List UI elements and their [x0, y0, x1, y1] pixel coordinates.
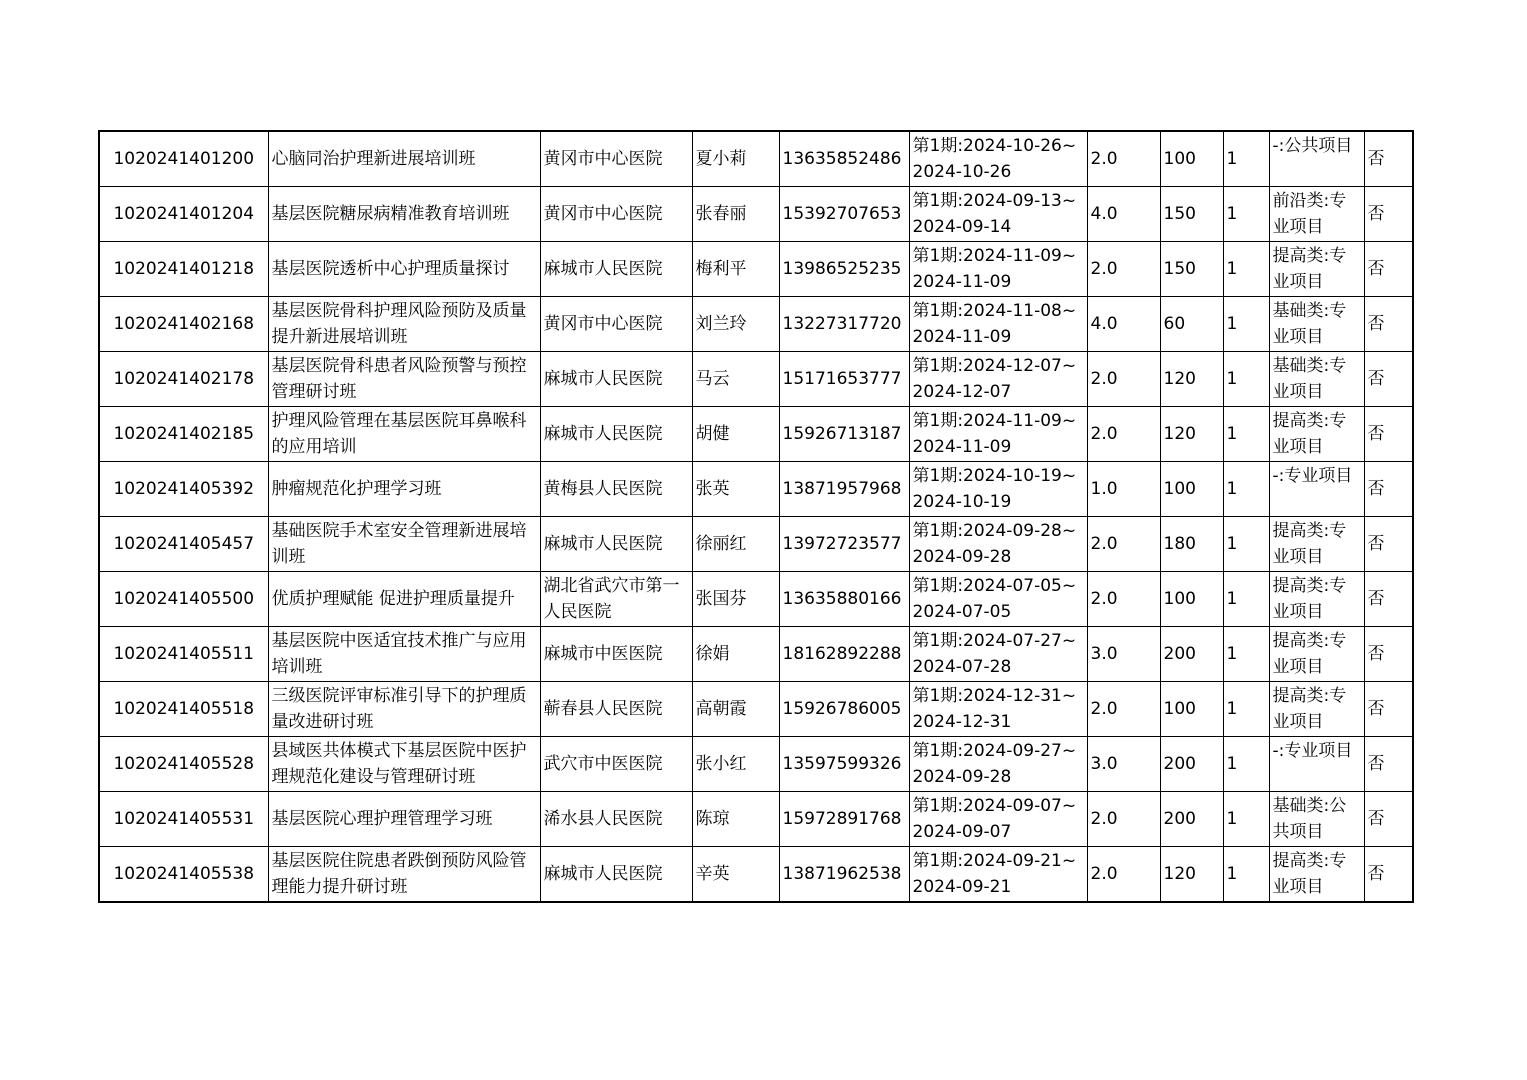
period-cell: 第1期:2024-07-27~2024-07-28: [909, 627, 1087, 682]
period-cell: 第1期:2024-11-09~2024-11-09: [909, 242, 1087, 297]
contact-person-cell: 张国芬: [692, 572, 779, 627]
table-row: [99, 737, 1413, 792]
contact-person-cell: 陈琼: [692, 792, 779, 847]
credit-cell: 2.0: [1087, 792, 1160, 847]
project-type-cell: 提高类:专业项目: [1269, 242, 1364, 297]
flag-cell: 否: [1364, 517, 1413, 572]
contact-person-cell: 高朝霞: [692, 682, 779, 737]
flag-cell: 否: [1364, 297, 1413, 352]
phone-cell: 15926713187: [779, 407, 909, 462]
participants-cell: 100: [1160, 682, 1223, 737]
project-code-cell: 1020241405518: [99, 682, 268, 737]
flag-cell: 否: [1364, 352, 1413, 407]
sessions-cell: 1: [1223, 462, 1269, 517]
project-code-cell: 1020241405392: [99, 462, 268, 517]
table-row: [99, 682, 1413, 737]
contact-person-cell: 徐娟: [692, 627, 779, 682]
participants-cell: 120: [1160, 352, 1223, 407]
project-name-cell: 县域医共体模式下基层医院中医护理规范化建设与管理研讨班: [268, 737, 540, 792]
credit-cell: 1.0: [1087, 462, 1160, 517]
participants-cell: 200: [1160, 627, 1223, 682]
project-code-cell: 1020241405528: [99, 737, 268, 792]
project-code-cell: 1020241402178: [99, 352, 268, 407]
organizer-cell: 麻城市中医医院: [540, 627, 692, 682]
sessions-cell: 1: [1223, 627, 1269, 682]
credit-cell: 2.0: [1087, 572, 1160, 627]
sessions-cell: 1: [1223, 131, 1269, 187]
project-type-cell: -:专业项目: [1269, 462, 1364, 517]
period-cell: 第1期:2024-10-19~2024-10-19: [909, 462, 1087, 517]
table-row: [99, 847, 1413, 903]
credit-cell: 2.0: [1087, 517, 1160, 572]
phone-cell: 13635880166: [779, 572, 909, 627]
period-cell: 第1期:2024-09-28~2024-09-28: [909, 517, 1087, 572]
phone-cell: 18162892288: [779, 627, 909, 682]
project-code-cell: 1020241402168: [99, 297, 268, 352]
credit-cell: 3.0: [1087, 737, 1160, 792]
organizer-cell: 黄冈市中心医院: [540, 297, 692, 352]
table-row: [99, 131, 1413, 187]
contact-person-cell: 夏小莉: [692, 131, 779, 187]
phone-cell: 15926786005: [779, 682, 909, 737]
phone-cell: 13986525235: [779, 242, 909, 297]
flag-cell: 否: [1364, 737, 1413, 792]
period-cell: 第1期:2024-09-27~2024-09-28: [909, 737, 1087, 792]
contact-person-cell: 胡健: [692, 407, 779, 462]
project-type-cell: 基础类:公共项目: [1269, 792, 1364, 847]
sessions-cell: 1: [1223, 792, 1269, 847]
participants-cell: 150: [1160, 187, 1223, 242]
sessions-cell: 1: [1223, 187, 1269, 242]
table-row: [99, 297, 1413, 352]
period-cell: 第1期:2024-10-26~2024-10-26: [909, 131, 1087, 187]
period-cell: 第1期:2024-12-31~2024-12-31: [909, 682, 1087, 737]
flag-cell: 否: [1364, 847, 1413, 903]
credit-cell: 4.0: [1087, 297, 1160, 352]
participants-cell: 60: [1160, 297, 1223, 352]
contact-person-cell: 刘兰玲: [692, 297, 779, 352]
table-row: [99, 517, 1413, 572]
table-row: [99, 352, 1413, 407]
project-name-cell: 护理风险管理在基层医院耳鼻喉科的应用培训: [268, 407, 540, 462]
flag-cell: 否: [1364, 572, 1413, 627]
project-name-cell: 肿瘤规范化护理学习班: [268, 462, 540, 517]
organizer-cell: 黄冈市中心医院: [540, 187, 692, 242]
flag-cell: 否: [1364, 792, 1413, 847]
phone-cell: 15972891768: [779, 792, 909, 847]
sessions-cell: 1: [1223, 682, 1269, 737]
flag-cell: 否: [1364, 462, 1413, 517]
organizer-cell: 麻城市人民医院: [540, 352, 692, 407]
table-row: [99, 627, 1413, 682]
project-name-cell: 三级医院评审标准引导下的护理质量改进研讨班: [268, 682, 540, 737]
table-body: [99, 131, 1413, 902]
organizer-cell: 麻城市人民医院: [540, 847, 692, 903]
participants-cell: 100: [1160, 572, 1223, 627]
phone-cell: 13871962538: [779, 847, 909, 903]
flag-cell: 否: [1364, 407, 1413, 462]
project-type-cell: 提高类:专业项目: [1269, 517, 1364, 572]
sessions-cell: 1: [1223, 352, 1269, 407]
participants-cell: 200: [1160, 737, 1223, 792]
participants-cell: 100: [1160, 462, 1223, 517]
contact-person-cell: 张春丽: [692, 187, 779, 242]
project-code-cell: 1020241401204: [99, 187, 268, 242]
sessions-cell: 1: [1223, 517, 1269, 572]
period-cell: 第1期:2024-11-09~2024-11-09: [909, 407, 1087, 462]
period-cell: 第1期:2024-09-13~2024-09-14: [909, 187, 1087, 242]
flag-cell: 否: [1364, 242, 1413, 297]
sessions-cell: 1: [1223, 847, 1269, 903]
contact-person-cell: 张英: [692, 462, 779, 517]
table-row: [99, 187, 1413, 242]
project-name-cell: 基层医院透析中心护理质量探讨: [268, 242, 540, 297]
project-type-cell: 提高类:专业项目: [1269, 847, 1364, 903]
phone-cell: 15171653777: [779, 352, 909, 407]
project-type-cell: 提高类:专业项目: [1269, 627, 1364, 682]
project-type-cell: 提高类:专业项目: [1269, 572, 1364, 627]
project-name-cell: 基层医院骨科护理风险预防及质量提升新进展培训班: [268, 297, 540, 352]
credit-cell: 2.0: [1087, 242, 1160, 297]
period-cell: 第1期:2024-11-08~2024-11-09: [909, 297, 1087, 352]
period-cell: 第1期:2024-09-07~2024-09-07: [909, 792, 1087, 847]
organizer-cell: 浠水县人民医院: [540, 792, 692, 847]
contact-person-cell: 张小红: [692, 737, 779, 792]
flag-cell: 否: [1364, 682, 1413, 737]
project-name-cell: 优质护理赋能 促进护理质量提升: [268, 572, 540, 627]
project-name-cell: 基层医院糖尿病精准教育培训班: [268, 187, 540, 242]
sessions-cell: 1: [1223, 572, 1269, 627]
sessions-cell: 1: [1223, 407, 1269, 462]
credit-cell: 2.0: [1087, 131, 1160, 187]
contact-person-cell: 梅利平: [692, 242, 779, 297]
contact-person-cell: 马云: [692, 352, 779, 407]
sessions-cell: 1: [1223, 737, 1269, 792]
table-row: [99, 462, 1413, 517]
project-table: [98, 130, 1414, 903]
project-code-cell: 1020241401218: [99, 242, 268, 297]
project-name-cell: 心脑同治护理新进展培训班: [268, 131, 540, 187]
organizer-cell: 湖北省武穴市第一人民医院: [540, 572, 692, 627]
period-cell: 第1期:2024-09-21~2024-09-21: [909, 847, 1087, 903]
participants-cell: 120: [1160, 847, 1223, 903]
project-type-cell: 提高类:专业项目: [1269, 682, 1364, 737]
credit-cell: 2.0: [1087, 352, 1160, 407]
participants-cell: 180: [1160, 517, 1223, 572]
sessions-cell: 1: [1223, 242, 1269, 297]
contact-person-cell: 徐丽红: [692, 517, 779, 572]
table-row: [99, 792, 1413, 847]
phone-cell: 13597599326: [779, 737, 909, 792]
credit-cell: 2.0: [1087, 682, 1160, 737]
credit-cell: 4.0: [1087, 187, 1160, 242]
credit-cell: 2.0: [1087, 407, 1160, 462]
period-cell: 第1期:2024-07-05~2024-07-05: [909, 572, 1087, 627]
phone-cell: 13635852486: [779, 131, 909, 187]
participants-cell: 150: [1160, 242, 1223, 297]
organizer-cell: 麻城市人民医院: [540, 407, 692, 462]
project-name-cell: 基层医院骨科患者风险预警与预控管理研讨班: [268, 352, 540, 407]
contact-person-cell: 辛英: [692, 847, 779, 903]
project-type-cell: 基础类:专业项目: [1269, 352, 1364, 407]
project-code-cell: 1020241402185: [99, 407, 268, 462]
table-row: [99, 407, 1413, 462]
project-type-cell: 提高类:专业项目: [1269, 407, 1364, 462]
participants-cell: 100: [1160, 131, 1223, 187]
flag-cell: 否: [1364, 627, 1413, 682]
project-code-cell: 1020241405500: [99, 572, 268, 627]
project-type-cell: -:专业项目: [1269, 737, 1364, 792]
project-name-cell: 基层医院住院患者跌倒预防风险管理能力提升研讨班: [268, 847, 540, 903]
phone-cell: 13227317720: [779, 297, 909, 352]
flag-cell: 否: [1364, 131, 1413, 187]
organizer-cell: 麻城市人民医院: [540, 242, 692, 297]
organizer-cell: 黄冈市中心医院: [540, 131, 692, 187]
project-type-cell: 前沿类:专业项目: [1269, 187, 1364, 242]
project-name-cell: 基层医院中医适宜技术推广与应用培训班: [268, 627, 540, 682]
phone-cell: 13871957968: [779, 462, 909, 517]
phone-cell: 13972723577: [779, 517, 909, 572]
project-code-cell: 1020241401200: [99, 131, 268, 187]
sessions-cell: 1: [1223, 297, 1269, 352]
project-type-cell: -:公共项目: [1269, 131, 1364, 187]
project-code-cell: 1020241405511: [99, 627, 268, 682]
phone-cell: 15392707653: [779, 187, 909, 242]
participants-cell: 200: [1160, 792, 1223, 847]
project-code-cell: 1020241405531: [99, 792, 268, 847]
organizer-cell: 蕲春县人民医院: [540, 682, 692, 737]
credit-cell: 3.0: [1087, 627, 1160, 682]
project-code-cell: 1020241405538: [99, 847, 268, 903]
participants-cell: 120: [1160, 407, 1223, 462]
credit-cell: 2.0: [1087, 847, 1160, 903]
table-row: [99, 572, 1413, 627]
period-cell: 第1期:2024-12-07~2024-12-07: [909, 352, 1087, 407]
organizer-cell: 武穴市中医医院: [540, 737, 692, 792]
flag-cell: 否: [1364, 187, 1413, 242]
project-name-cell: 基层医院心理护理管理学习班: [268, 792, 540, 847]
project-name-cell: 基础医院手术室安全管理新进展培训班: [268, 517, 540, 572]
project-type-cell: 基础类:专业项目: [1269, 297, 1364, 352]
organizer-cell: 黄梅县人民医院: [540, 462, 692, 517]
project-code-cell: 1020241405457: [99, 517, 268, 572]
table-row: [99, 242, 1413, 297]
organizer-cell: 麻城市人民医院: [540, 517, 692, 572]
